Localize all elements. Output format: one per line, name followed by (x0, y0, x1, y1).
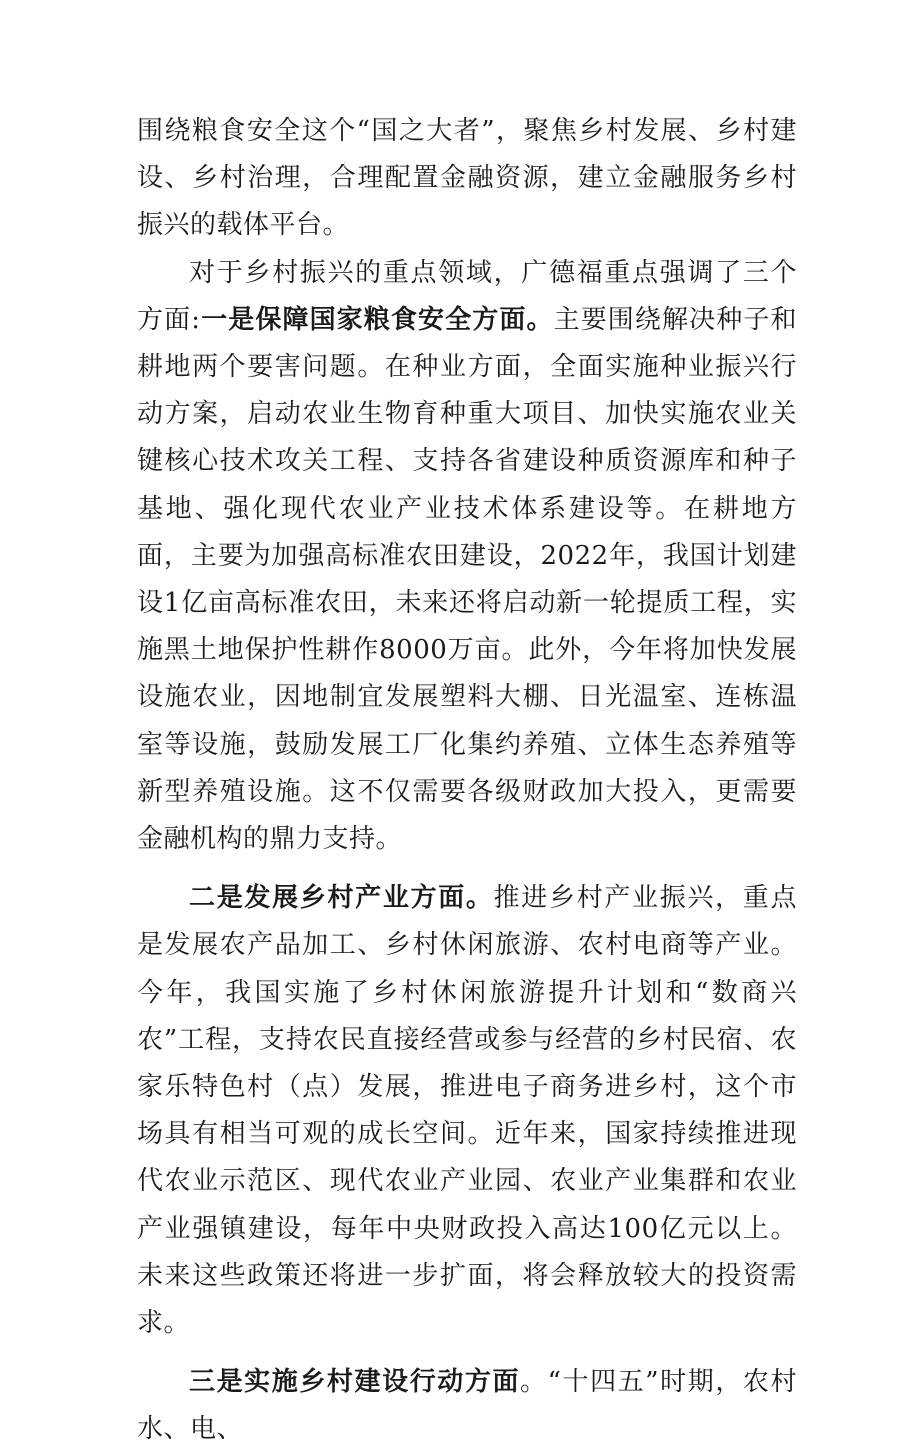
paragraph-3-heading: 二是发展乡村产业方面。 (189, 883, 494, 914)
document-body (137, 108, 797, 1454)
paragraph-2-body: 主要围绕解决种子和耕地两个要害问题。在种业方面，全面实施种业振兴行动方案，启动农业生物育种重大项目、加快实施农业关键核心技术攻关工程、支持各省建设种质资源库和种子基地、强化现代农业产业技术体系建设等。在耕地方面，主要为加强高标准农田建设，2022年，我国计划建设1亿亩高标准农田，未来还将启动新一轮提质工程，实施黑土地保护性耕作8000万亩。此外，今年将加快发展设施农业，因地制宜发展塑料大棚、日光温室、连栋温室等设施，鼓励发展工厂化集约养殖、立体生态养殖等新型养殖设施。这不仅需要各级财政加大投入，更需要金融机构的鼎力支持。 (137, 304, 797, 855)
paragraph-3 (137, 875, 797, 1347)
paragraph-4-heading: 三是实施乡村建设行动方面 (189, 1367, 521, 1398)
paragraph-2-heading: 一是保障国家粮食安全方面。 (200, 304, 554, 335)
paragraph-4 (137, 1359, 797, 1453)
paragraph-4-body: 。“十四五”时期，农村水、电、 (137, 1367, 797, 1445)
paragraph-2 (137, 250, 797, 864)
paragraph-1 (137, 108, 797, 250)
paragraph-2-intro: 对于乡村振兴的重点领域，广德福重点强调了三个方面: (137, 257, 797, 335)
paragraph-1-text: 围绕粮食安全这个“国之大者”，聚焦乡村发展、乡村建设、乡村治理，合理配置金融资源，建立金融服务乡村振兴的载体平台。 (137, 116, 797, 241)
paragraph-3-body: 推进乡村产业振兴，重点是发展农产品加工、乡村休闲旅游、农村电商等产业。今年，我国实施了乡村休闲旅游提升计划和“数商兴农”工程，支持农民直接经营或参与经营的乡村民宿、农家乐特色村（点）发展，推进电子商务进乡村，这个市场具有相当可观的成长空间。近年来，国家持续推进现代农业示范区、现代农业产业园、农业产业集群和农业产业强镇建设，每年中央财政投入高达100亿元以上。未来这些政策还将进一步扩面，将会释放较大的投资需求。 (137, 883, 797, 1339)
